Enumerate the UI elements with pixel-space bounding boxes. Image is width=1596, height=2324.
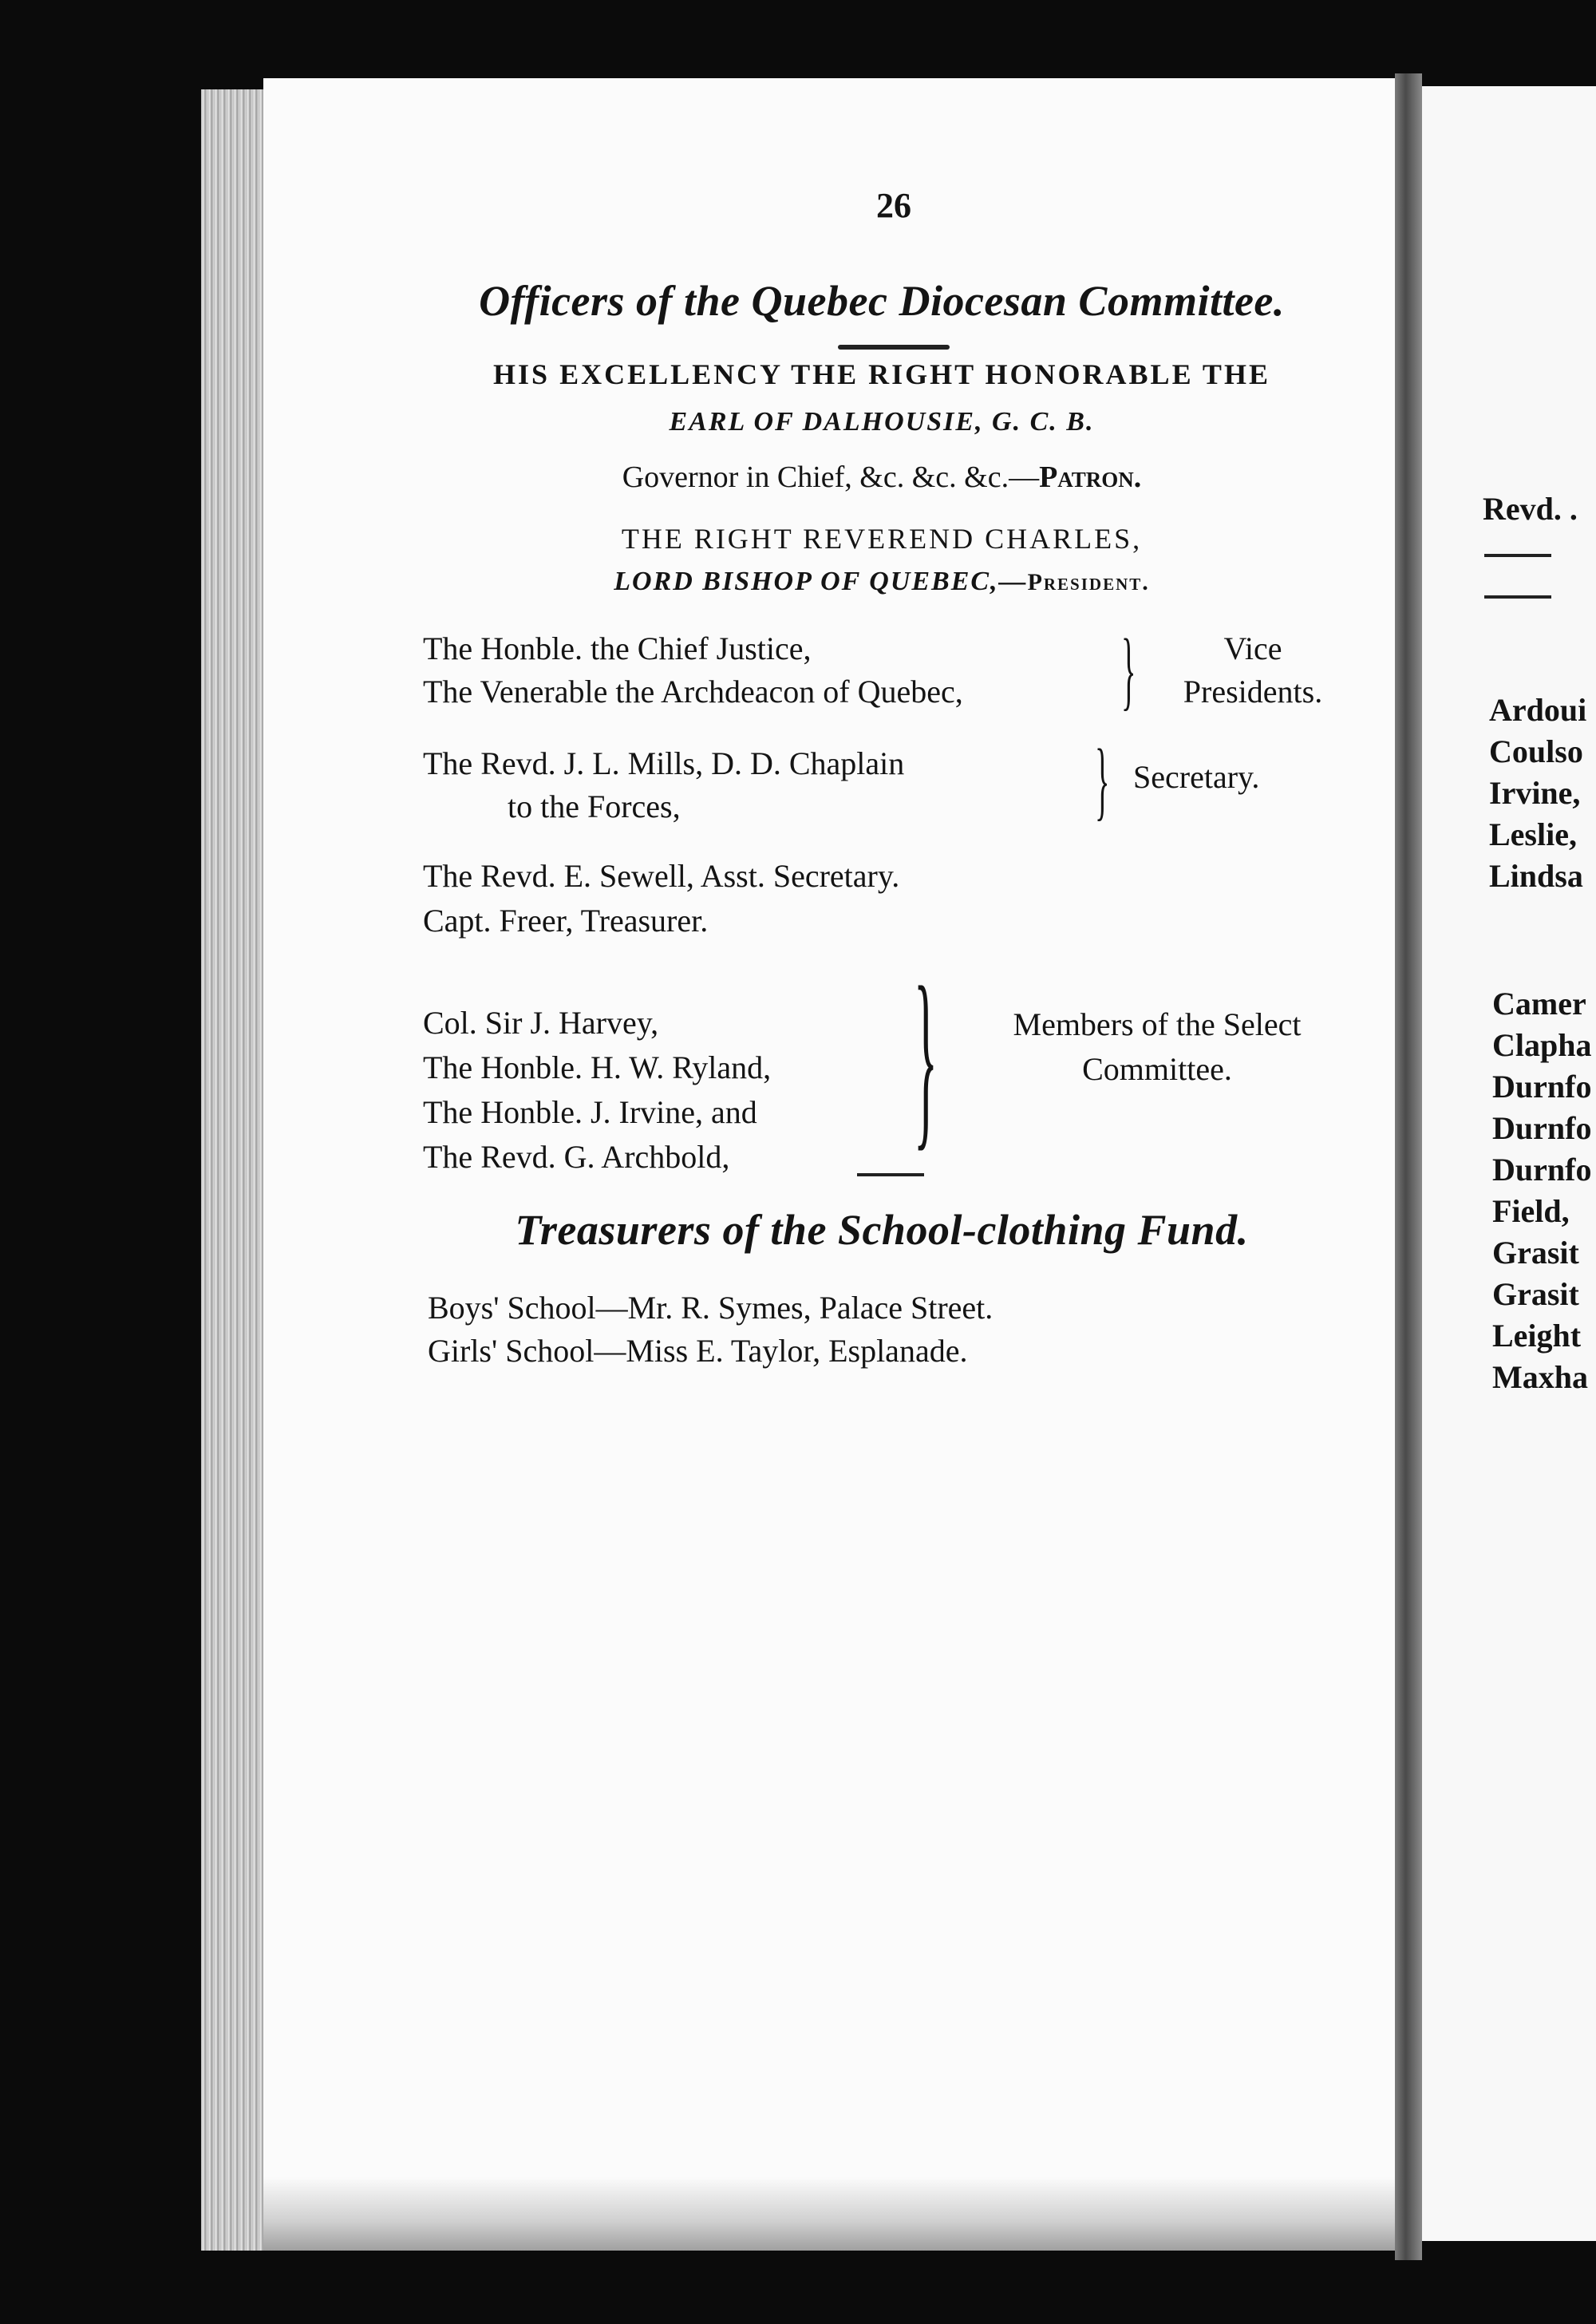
secretary-name-line: to the Forces, bbox=[508, 788, 681, 824]
book-gutter bbox=[1395, 73, 1422, 2260]
patron-title: HIS EXCELLENCY THE RIGHT HONORABLE THE bbox=[493, 358, 1270, 390]
name-fragment: Durnfo bbox=[1492, 1069, 1592, 1105]
select-committee-names bbox=[423, 1001, 771, 1180]
name-fragment: Irvine, bbox=[1489, 775, 1581, 811]
fund-treasurers bbox=[428, 1286, 993, 1373]
vice-president-name: The Venerable the Archdeacon of Quebec, bbox=[423, 674, 963, 709]
role-line: Members of the Select bbox=[1013, 1006, 1302, 1042]
name-fragment: Coulso bbox=[1489, 733, 1583, 769]
patron-office-text: Governor in Chief, &c. &c. &c.— bbox=[622, 460, 1040, 494]
ornament-rule bbox=[838, 345, 950, 350]
officers-list bbox=[423, 854, 899, 943]
fund-line: Boys' School—Mr. R. Symes, Palace Street. bbox=[428, 1290, 994, 1326]
right-page-names-group2 bbox=[1492, 983, 1592, 1398]
name-fragment: Grasit bbox=[1492, 1235, 1579, 1271]
vice-presidents-names bbox=[423, 627, 963, 713]
section-heading-officers: Officers of the Quebec Diocesan Committee. bbox=[479, 277, 1285, 325]
committee-member: Col. Sir J. Harvey, bbox=[423, 1005, 659, 1041]
officer-line: The Revd. E. Sewell, Asst. Secretary. bbox=[423, 858, 900, 894]
president-title: THE RIGHT REVEREND CHARLES, bbox=[621, 523, 1143, 555]
vice-president-name: The Honble. the Chief Justice, bbox=[423, 630, 812, 666]
officer-line: Capt. Freer, Treasurer. bbox=[423, 903, 709, 939]
secretary-name bbox=[423, 742, 904, 828]
section-rule bbox=[857, 1173, 924, 1176]
brace: } bbox=[914, 947, 938, 1168]
name-fragment: Lindsa bbox=[1489, 858, 1583, 894]
name-fragment: Durnfo bbox=[1492, 1152, 1592, 1188]
brace: } bbox=[1095, 731, 1110, 828]
name-fragment: Leight bbox=[1492, 1318, 1582, 1354]
secretary-name-line: The Revd. J. L. Mills, D. D. Chaplain bbox=[423, 745, 905, 781]
name-fragment: Camer bbox=[1492, 986, 1586, 1022]
president-role: President. bbox=[1027, 569, 1150, 595]
secretary-role: Secretary. bbox=[1133, 759, 1260, 795]
role-line: Committee. bbox=[1082, 1051, 1232, 1087]
patron-name: EARL OF DALHOUSIE, G. C. B. bbox=[669, 407, 1095, 437]
vice-presidents-role bbox=[1149, 627, 1357, 713]
name-fragment: Leslie, bbox=[1489, 816, 1577, 852]
right-page-rule bbox=[1484, 554, 1551, 557]
committee-member: The Honble. J. Irvine, and bbox=[423, 1094, 757, 1130]
right-page-header: Revd. . bbox=[1483, 491, 1578, 527]
president-name bbox=[375, 567, 1389, 597]
right-page-names-group1 bbox=[1489, 690, 1586, 897]
right-page-rule bbox=[1484, 595, 1551, 599]
brace: } bbox=[1121, 621, 1136, 718]
name-fragment: Field, bbox=[1492, 1193, 1570, 1229]
section-heading-fund: Treasurers of the School-clothing Fund. bbox=[515, 1206, 1249, 1254]
president-name-text: LORD BISHOP OF QUEBEC,— bbox=[614, 567, 1028, 596]
select-committee-role bbox=[966, 1002, 1349, 1092]
patron-office bbox=[375, 460, 1389, 495]
name-fragment: Grasit bbox=[1492, 1276, 1579, 1312]
committee-member: The Honble. H. W. Ryland, bbox=[423, 1049, 772, 1085]
right-page-content bbox=[1422, 86, 1596, 2241]
page-number: 26 bbox=[876, 186, 911, 225]
name-fragment: Maxha bbox=[1492, 1359, 1588, 1395]
committee-member: The Revd. G. Archbold, bbox=[423, 1139, 730, 1175]
name-fragment: Clapha bbox=[1492, 1027, 1592, 1063]
role-line: Vice bbox=[1223, 630, 1282, 666]
page-bottom-edge bbox=[263, 2177, 1396, 2251]
patron-role: Patron. bbox=[1039, 460, 1142, 494]
name-fragment: Ardoui bbox=[1489, 692, 1587, 728]
name-fragment: Durnfo bbox=[1492, 1110, 1592, 1146]
role-line: Presidents. bbox=[1183, 674, 1323, 709]
fund-line: Girls' School—Miss E. Taylor, Esplanade. bbox=[428, 1333, 968, 1369]
